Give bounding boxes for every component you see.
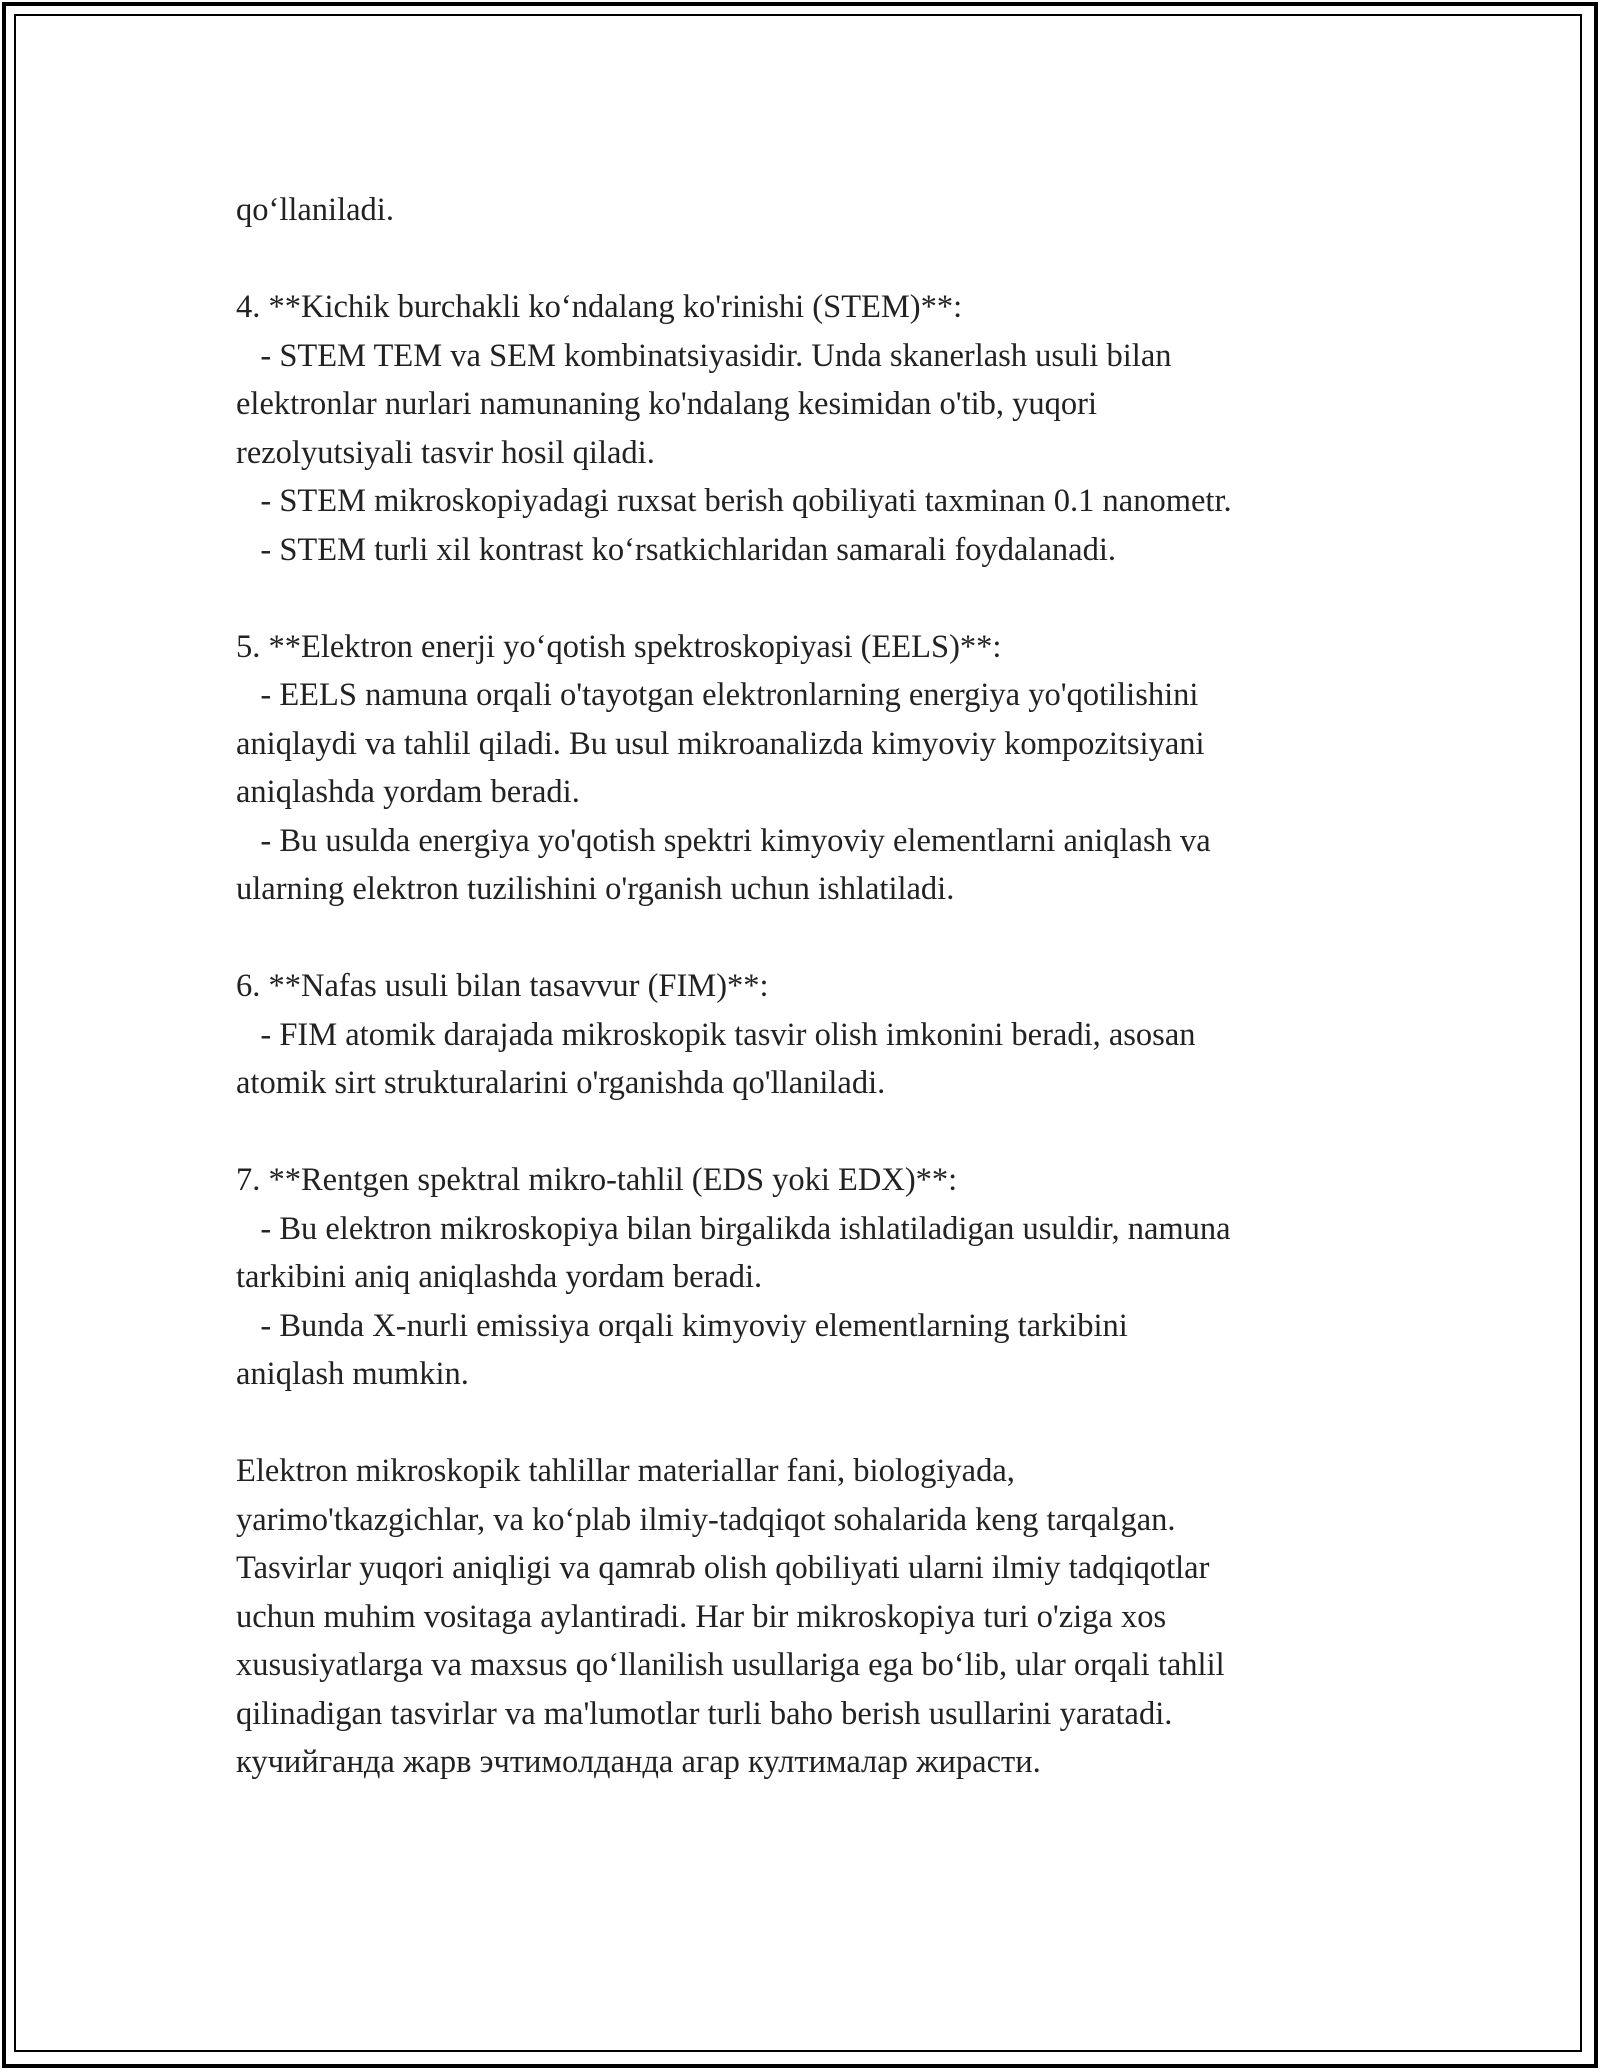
- section-line: ularning elektron tuzilishini o'rganish uchun ishlatiladi.: [236, 871, 955, 907]
- section-line: atomik sirt strukturalarini o'rganishda qo'llaniladi.: [236, 1065, 886, 1101]
- section-line: aniqlash mumkin.: [236, 1356, 469, 1392]
- section-fim: [236, 962, 1416, 1108]
- conclusion-line: кучийганда жарв эчтимолданда агар култималар жирасти.: [236, 1744, 1041, 1780]
- conclusion-line: uchun muhim vositaga aylantiradi. Har bir mikroskopiya turi o'ziga xos: [236, 1598, 1167, 1635]
- paragraph-spacer: [236, 914, 1416, 963]
- section-heading: 4. **Kichik burchakli ko‘ndalang ko'rinishi (STEM)**:: [236, 289, 963, 325]
- section-line: - FIM atomik darajada mikroskopik tasvir olish imkonini beradi, asosan: [236, 1016, 1196, 1053]
- section-line: - EELS namuna orqali o'tayotgan elektronlarning energiya yo'qotilishini: [236, 677, 1199, 713]
- section-heading: 7. **Rentgen spektral mikro-tahlil (EDS yoki EDX)**:: [236, 1162, 958, 1198]
- intro-line: qo‘llaniladi.: [236, 192, 394, 228]
- paragraph-spacer: [236, 1108, 1416, 1157]
- section-line: aniqlashda yordam beradi.: [236, 774, 580, 810]
- section-line: aniqlaydi va tahlil qiladi. Bu usul mikroanalizda kimyoviy kompozitsiyani: [236, 725, 1205, 762]
- conclusion-line: yarimo'tkazgichlar, va ko‘plab ilmiy-tadqiqot sohalarida keng tarqalgan.: [236, 1501, 1176, 1538]
- conclusion-line: xususiyatlarga va maxsus qo‘llanilish usullariga ega bo‘lib, ular orqali tahlil: [236, 1647, 1225, 1683]
- section-heading: 5. **Elektron enerji yo‘qotish spektroskopiyasi (EELS)**:: [236, 628, 1002, 665]
- section-line: - STEM turli xil kontrast ko‘rsatkichlaridan samarali foydalanadi.: [236, 531, 1116, 568]
- section-line: tarkibini aniq aniqlashda yordam beradi.: [236, 1259, 763, 1295]
- conclusion-line: qilinadigan tasvirlar va ma'lumotlar turli baho berish usullarini yaratadi.: [236, 1695, 1173, 1732]
- section-heading: 6. **Nafas usuli bilan tasavvur (FIM)**:: [236, 968, 769, 1004]
- section-eds: [236, 1156, 1416, 1399]
- section-line: - STEM mikroskopiyadagi ruxsat berish qobiliyati taxminan 0.1 nanometr.: [236, 483, 1232, 519]
- paragraph-spacer: [236, 235, 1416, 284]
- conclusion-line: Tasvirlar yuqori aniqligi va qamrab olish qobiliyati ularni ilmiy tadqiqotlar: [236, 1550, 1210, 1586]
- conclusion-line: Elektron mikroskopik tahlillar materiallar fani, biologiyada,: [236, 1453, 1015, 1489]
- conclusion-paragraph: [236, 1447, 1416, 1787]
- section-line: rezolyutsiyali tasvir hosil qiladi.: [236, 434, 655, 471]
- paragraph-spacer: [236, 1399, 1416, 1448]
- section-line: - Bunda X-nurli emissiya orqali kimyoviy elementlarning tarkibini: [236, 1307, 1128, 1344]
- paragraph-spacer: [236, 574, 1416, 623]
- document-body: [236, 186, 1416, 1787]
- section-line: - STEM TEM va SEM kombinatsiyasidir. Unda skanerlash usuli bilan: [236, 337, 1172, 374]
- section-eels: [236, 623, 1416, 914]
- section-line: - Bu elektron mikroskopiya bilan birgalikda ishlatiladigan usuldir, namuna: [236, 1210, 1231, 1247]
- section-line: - Bu usulda energiya yo'qotish spektri kimyoviy elementlarni aniqlash va: [236, 822, 1211, 859]
- section-stem: [236, 283, 1416, 574]
- section-line: elektronlar nurlari namunaning ko'ndalang kesimidan o'tib, yuqori: [236, 386, 1098, 422]
